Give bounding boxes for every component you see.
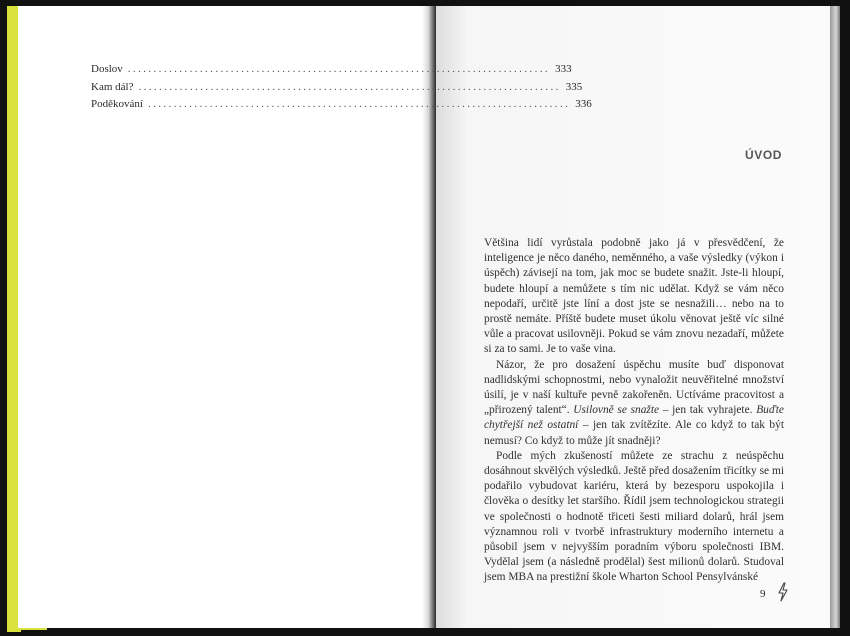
table-of-contents (91, 61, 592, 114)
paragraph-text: – jen tak vyhrajete. (659, 404, 757, 417)
toc-entry-page: 335 (565, 80, 583, 93)
paragraph: Většina lidí vyrůstala podobně jako já v přesvědčení, že inteligence je něco daného, neměnného, a vaše výsledky (výkon i úspěch) závisejí na tom, jak moc se budete snažit. Jste-li hloupí, budete hloupí a nemůžete s tím nic udělat. Když se vám něco nepodaří, určitě jste líní a dost jste se nesnažili… nebo na to prostě nemáte. Příště budete muset úkolu věnovat ještě víc silné vůle a pracovat usilovněji. Pokud se vám znovu nezadaří, můžete si za to sami. Je to vaše vina. (484, 237, 784, 356)
paragraph: Podle mých zkušeností můžete ze strachu z neúspěchu dosáhnout skvělých výsledků. Ještě před dosažením třicítky se mi podařilo vybudovat kariéru, která by bezesporu uspokojila i člověka o desítky let staršího. Řídil jsem technologickou strategii ve společnosti o hodnotě třiceti šesti miliard dolarů, hrál jsem významnou roli v tvorbě infrastruktury moderního internetu a působil jsem v nejvyšším poradním výboru společnosti IBM. Vydělal jsem (a následně prodělal) šest milionů dolarů. Studoval jsem MBA na prestižní škole Wharton School Pensylvánské (484, 449, 784, 584)
toc-entry-title: Poděkování (91, 98, 143, 110)
paragraph-text: Názor, že pro dosažení úspěchu musíte buď disponovat nadlidskými schopnostmi, nebo vynaložit neuvěřitelné množství úsilí, je v naší kultuře pevně zakořeněn. Uctíváme pracovitost a „přirozený talent“. (484, 358, 784, 417)
toc-entry (91, 61, 572, 79)
toc-leader-dots: .................................................................................. (127, 63, 551, 75)
toc-leader-dots: .................................................................................. (138, 80, 561, 93)
toc-entry-page: 333 (555, 63, 572, 75)
toc-entry-page: 336 (575, 98, 592, 110)
toc-entry-title: Kam dál? (91, 80, 134, 93)
emphasis-text: Buďte chytřejší než ostatní (484, 404, 784, 432)
chapter-title: ÚVOD (745, 148, 783, 162)
toc-entry-title: Doslov (91, 63, 123, 75)
lightning-bolt-icon (776, 582, 790, 602)
page-edges (830, 6, 840, 628)
page-number: 9 (760, 588, 766, 600)
emphasis-text: Usilovně se snažte (573, 404, 660, 417)
chapter-body (484, 236, 784, 586)
paragraph (484, 358, 784, 449)
paragraph-text: – jen tak zvítězíte. Ale co když to tak být nemusí? Co když to může jít snadněji? (484, 419, 784, 447)
toc-leader-dots: .................................................................................. (147, 98, 571, 110)
toc-entry (91, 79, 583, 97)
toc-entry (91, 96, 592, 114)
